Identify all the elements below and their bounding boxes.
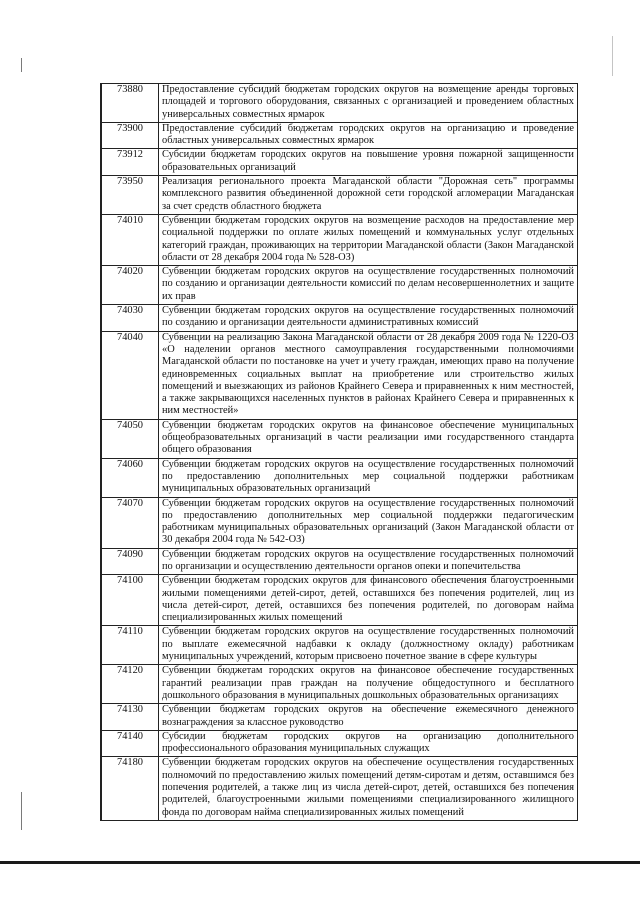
table-row bbox=[101, 214, 578, 265]
description-cell: Субвенции на реализацию Закона Магаданской области от 28 декабря 2009 года № 1220-ОЗ «О наделении органов местного самоуправления государственными полномочиями Магаданской области по постановке на учет и учету граждан, имеющих право на получение единовременных социальных выплат на приобретение или строительство жилых помещений и выезжающих из районов Крайнего Севера и приравненных к ним местностей, а также закрывающихся населенных пунктов в районах Крайнего Севера и приравненных к ним местностей» bbox=[159, 331, 578, 419]
description-cell: Субвенции бюджетам городских округов на осуществление государственных полномочий по предоставлению дополнительных мер социальной поддержки педагогическим работникам муниципальных образовательных организаций (Закон Магаданской области от 30 декабря 2004 года № 542-ОЗ) bbox=[159, 497, 578, 548]
table-row bbox=[101, 626, 578, 665]
table-row bbox=[101, 458, 578, 497]
table-row bbox=[101, 122, 578, 149]
description-cell: Субсидии бюджетам городских округов на организацию дополнительного профессионального образования муниципальных служащих bbox=[159, 730, 578, 757]
code-cell: 74050 bbox=[101, 419, 159, 458]
description-cell: Реализация регионального проекта Магаданской области "Дорожная сеть" программы комплексного развития объединенной дорожной сети городской агломерации Магаданская за счет средств областного бюджета bbox=[159, 176, 578, 215]
table-row bbox=[101, 497, 578, 548]
code-cell: 73950 bbox=[101, 176, 159, 215]
description-cell: Предоставление субсидий бюджетам городских округов на организацию и проведение областных универсальных совместных ярмарок bbox=[159, 122, 578, 149]
table-row bbox=[101, 548, 578, 575]
table-row bbox=[101, 575, 578, 626]
table-row bbox=[101, 84, 578, 123]
code-cell: 73912 bbox=[101, 149, 159, 176]
table-row bbox=[101, 331, 578, 419]
description-cell: Субвенции бюджетам городских округов на финансовое обеспечение муниципальных общеобразовательных организаций в части реализации ими государственного стандарта общего образования bbox=[159, 419, 578, 458]
code-cell: 74090 bbox=[101, 548, 159, 575]
description-cell: Субвенции бюджетам городских округов на осуществление государственных полномочий по созданию и организации деятельности комиссий по делам несовершеннолетних и защите их прав bbox=[159, 266, 578, 305]
table-row bbox=[101, 176, 578, 215]
code-cell: 74130 bbox=[101, 704, 159, 731]
scan-artifact-mark bbox=[21, 792, 22, 830]
description-cell: Субвенции бюджетам городских округов на осуществление государственных полномочий по созданию и организации деятельности административных комиссий bbox=[159, 305, 578, 332]
table-row bbox=[101, 419, 578, 458]
description-cell: Субвенции бюджетам городских округов на финансовое обеспечение государственных гарантий реализации прав граждан на получение общедоступного и бесплатного дошкольного образования в муниципальных дошкольных образовательных организациях bbox=[159, 665, 578, 704]
scan-artifact-mark bbox=[21, 58, 22, 72]
scan-edge-line bbox=[0, 861, 640, 864]
description-cell: Субсидии бюджетам городских округов на повышение уровня пожарной защищенности образовательных организаций bbox=[159, 149, 578, 176]
code-cell: 74180 bbox=[101, 757, 159, 820]
code-cell: 74120 bbox=[101, 665, 159, 704]
description-cell: Субвенции бюджетам городских округов на осуществление государственных полномочий по предоставлению дополнительных мер социальной поддержки работникам муниципальных образовательных организаций bbox=[159, 458, 578, 497]
code-cell: 74060 bbox=[101, 458, 159, 497]
code-cell: 74100 bbox=[101, 575, 159, 626]
code-cell: 74010 bbox=[101, 214, 159, 265]
description-cell: Субвенции бюджетам городских округов для финансового обеспечения благоустроенными жилыми помещениями детей-сирот, детей, оставшихся без попечения родителей, лиц из числа детей-сирот, детей, оставшихся без попечения родителей, по договорам найма специализированных жилых помещений bbox=[159, 575, 578, 626]
code-cell: 74040 bbox=[101, 331, 159, 419]
table-row bbox=[101, 305, 578, 332]
table-row bbox=[101, 266, 578, 305]
table-row bbox=[101, 757, 578, 820]
table-row bbox=[101, 149, 578, 176]
description-cell: Субвенции бюджетам городских округов на обеспечение осуществления государственных полномочий по предоставлению жилых помещений детям-сиротам и детям, оставшимся без попечения родителей, а также лиц из числа детей-сирот, детей, оставшихся без попечения родителей, благоустроенными жилыми помещениями специализированного жилищного фонда по договорам найма специализированных жилых помещений bbox=[159, 757, 578, 820]
description-cell: Субвенции бюджетам городских округов на обеспечение ежемесячного денежного вознаграждения за классное руководство bbox=[159, 704, 578, 731]
code-cell: 74110 bbox=[101, 626, 159, 665]
code-cell: 74140 bbox=[101, 730, 159, 757]
scan-artifact-mark bbox=[612, 36, 613, 76]
code-cell: 74030 bbox=[101, 305, 159, 332]
code-cell: 73880 bbox=[101, 84, 159, 123]
description-cell: Предоставление субсидий бюджетам городских округов на возмещение аренды торговых площадей и торгового оборудования, связанных с организацией и проведением областных универсальных совместных ярмарок bbox=[159, 84, 578, 123]
description-cell: Субвенции бюджетам городских округов на возмещение расходов на предоставление мер социальной поддержки по оплате жилых помещений и коммунальных услуг отдельных категорий граждан, проживающих на территории Магаданской области (Закон Магаданской области от 28 декабря 2004 года № 528-ОЗ) bbox=[159, 214, 578, 265]
table-row bbox=[101, 730, 578, 757]
budget-codes-table bbox=[100, 83, 578, 821]
description-cell: Субвенции бюджетам городских округов на осуществление государственных полномочий по организации и осуществлению деятельности органов опеки и попечительства bbox=[159, 548, 578, 575]
code-cell: 74070 bbox=[101, 497, 159, 548]
table-row bbox=[101, 704, 578, 731]
table-row bbox=[101, 665, 578, 704]
code-cell: 74020 bbox=[101, 266, 159, 305]
code-cell: 73900 bbox=[101, 122, 159, 149]
description-cell: Субвенции бюджетам городских округов на осуществление государственных полномочий по выплате ежемесячной надбавки к окладу (должностному окладу) работникам муниципальных учреждений, которым присвоено почетное звание в сфере культуры bbox=[159, 626, 578, 665]
